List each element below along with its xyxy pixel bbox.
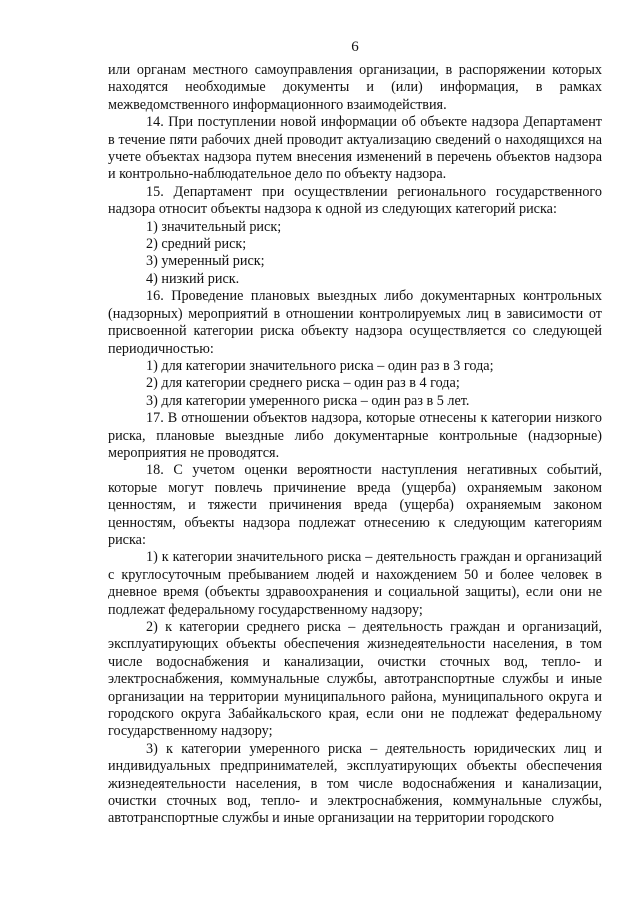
paragraph-15: 15. Департамент при осуществлении регионального государственного надзора относит объекты надзора к одной из следующих категорий риска: [108, 183, 602, 218]
paragraph-17: 17. В отношении объектов надзора, которые отнесены к категории низкого риска, плановые выездные либо документарные контрольные (надзорные) мероприятия не проводятся. [108, 410, 602, 461]
page-number: 6 [351, 39, 359, 55]
paragraph-continuation: или органам местного самоуправления организации, в распоряжении которых находятся необходимые документы и (или) информация, в рамках межведомственного информационного взаимодействия. [108, 62, 602, 113]
paragraph-18-item: 3) к категории умеренного риска – деятельность юридических лиц и индивидуальных предпринимателей, эксплуатирующих объекты обеспечения жизнедеятельности населения, в том числе водоснабжения и канализации, очистки сточных вод, тепло- и электроснабжения, коммунальные службы, автотранспортные службы и иные организации на территории городского [108, 740, 602, 827]
paragraph-18: 18. С учетом оценки вероятности наступления негативных событий, которые могут повлечь причинение вреда (ущерба) охраняемым законом ценностям, и тяжести причинения вреда (ущерба) охраняемым законом ценностям, объекты надзора подлежат отнесению к следующим категориям риска: [108, 462, 602, 548]
periodicity-item: 1) для категории значительного риска – один раз в 3 года; [146, 357, 494, 374]
paragraph-18-item: 2) к категории среднего риска – деятельность граждан и организаций, эксплуатирующих объекты обеспечения жизнедеятельности населения, в том числе водоснабжения и канализации, очистки сточных вод, тепло- и электроснабжения, коммунальные службы, автотранспортные службы и иные организации на территории муниципального района, муниципального округа и городского округа Забайкальского края, если они не подлежат федеральному государственному надзору; [108, 619, 602, 740]
risk-category-item: 4) низкий риск. [146, 270, 240, 287]
periodicity-item: 2) для категории среднего риска – один раз в 4 года; [146, 375, 460, 392]
risk-category-item: 2) средний риск; [146, 236, 247, 253]
periodicity-item: 3) для категории умеренного риска – один раз в 5 лет. [146, 392, 470, 409]
risk-category-item: 1) значительный риск; [146, 218, 282, 235]
document-page [108, 38, 602, 828]
risk-category-item: 3) умеренный риск; [146, 253, 265, 270]
paragraph-14: 14. При поступлении новой информации об объекте надзора Департамент в течение пяти рабочих дней проводит актуализацию сведений о находящихся на учете объектах надзора путем внесения изменений в перечень объектов надзора и контрольно-наблюдательное дело по объекту надзора. [108, 114, 602, 183]
paragraph-18-item: 1) к категории значительного риска – деятельность граждан и организаций с круглосуточным пребыванием людей и нахождением 50 и более человек в дневное время (объекты здравоохранения и социальной защиты), если они не подлежат федеральному государственному надзору; [108, 549, 602, 618]
paragraph-16: 16. Проведение плановых выездных либо документарных контрольных (надзорных) мероприятий в отношении контролируемых лиц в зависимости от присвоенной категории риска объекту надзора осуществляется со следующей периодичностью: [108, 288, 602, 357]
